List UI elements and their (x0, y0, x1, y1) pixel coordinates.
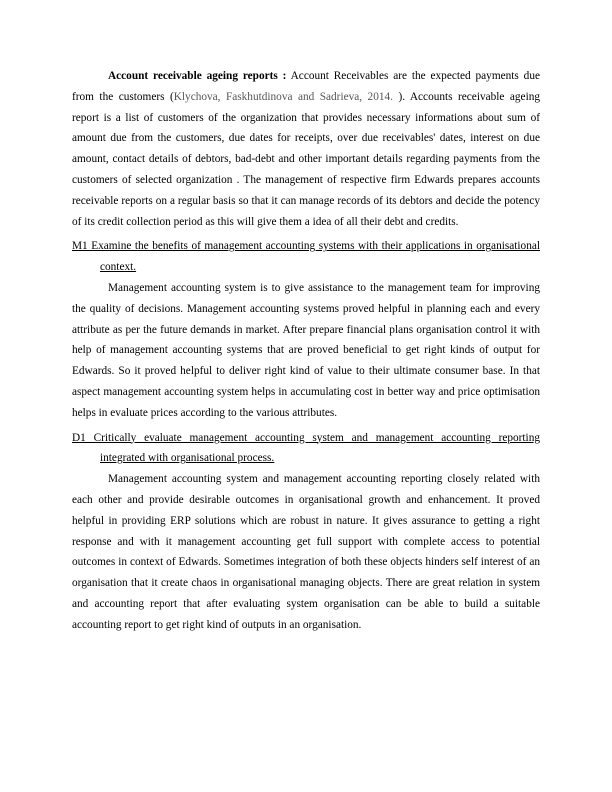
intro-lead: Account receivable ageing reports : (108, 70, 287, 82)
intro-citation: Klychova, Faskhutdinova and Sadrieva, 2014. (173, 90, 393, 103)
m1-paragraph: Management accounting system is to give assistance to the management team for improving the quality of decisions. Management accounting systems proved helpful in planning each and every attribute as per the future demands in market. After prepare financial plans organisation control it with help of management accounting systems that are proved beneficial to get right kinds of output for Edwards. So it proved helpful to deliver right kind of value to their ultimate consumer base. In that aspect management accounting system helps in accumulating cost in better way and price optimisation helps in evaluate prices according to the various attributes. (72, 281, 540, 419)
document-body (72, 66, 540, 636)
intro-text-b: ). Accounts receivable ageing report is a list of customers of the organization that provides necessary informations about sum of amount due from the customers, due dates for receipts, over due receivables' dates, interest on due amount, contact details of debtors, bad-debt and other important details regarding payments from the customers of selected organization . The management of respective firm Edwards prepares accounts receivable reports on a regular basis so that it can manage records of its debtors and decide the potency of its credit collection period as this will give them a idea of all their debt and credits. (72, 90, 541, 228)
m1-heading: M1 Examine the benefits of management accounting systems with their applications in organisational context. (72, 240, 540, 274)
intro-paragraph (72, 66, 540, 232)
d1-heading: D1 Critically evaluate management accounting system and management accounting reporting integrated with organisational process. (72, 431, 540, 465)
d1-paragraph: Management accounting system and management accounting reporting closely related with each other and provide desirable outcomes in organisational growth and enhancement. It proved helpful in providing ERP solutions which are robust in nature. It gives assurance to getting a right response and with it management accounting get full support with complete access to potential outcomes in context of Edwards. Sometimes integration of both these objects hinders self interest of an organisation that it create chaos in organisational managing objects. There are great relation in system and accounting report that after evaluating system organisation can be able to build a suitable accounting report to get right kind of outputs in an organisation. (72, 473, 540, 631)
intro-text-a: Account Receivables are the expected payments due from the customers ( (72, 70, 540, 103)
